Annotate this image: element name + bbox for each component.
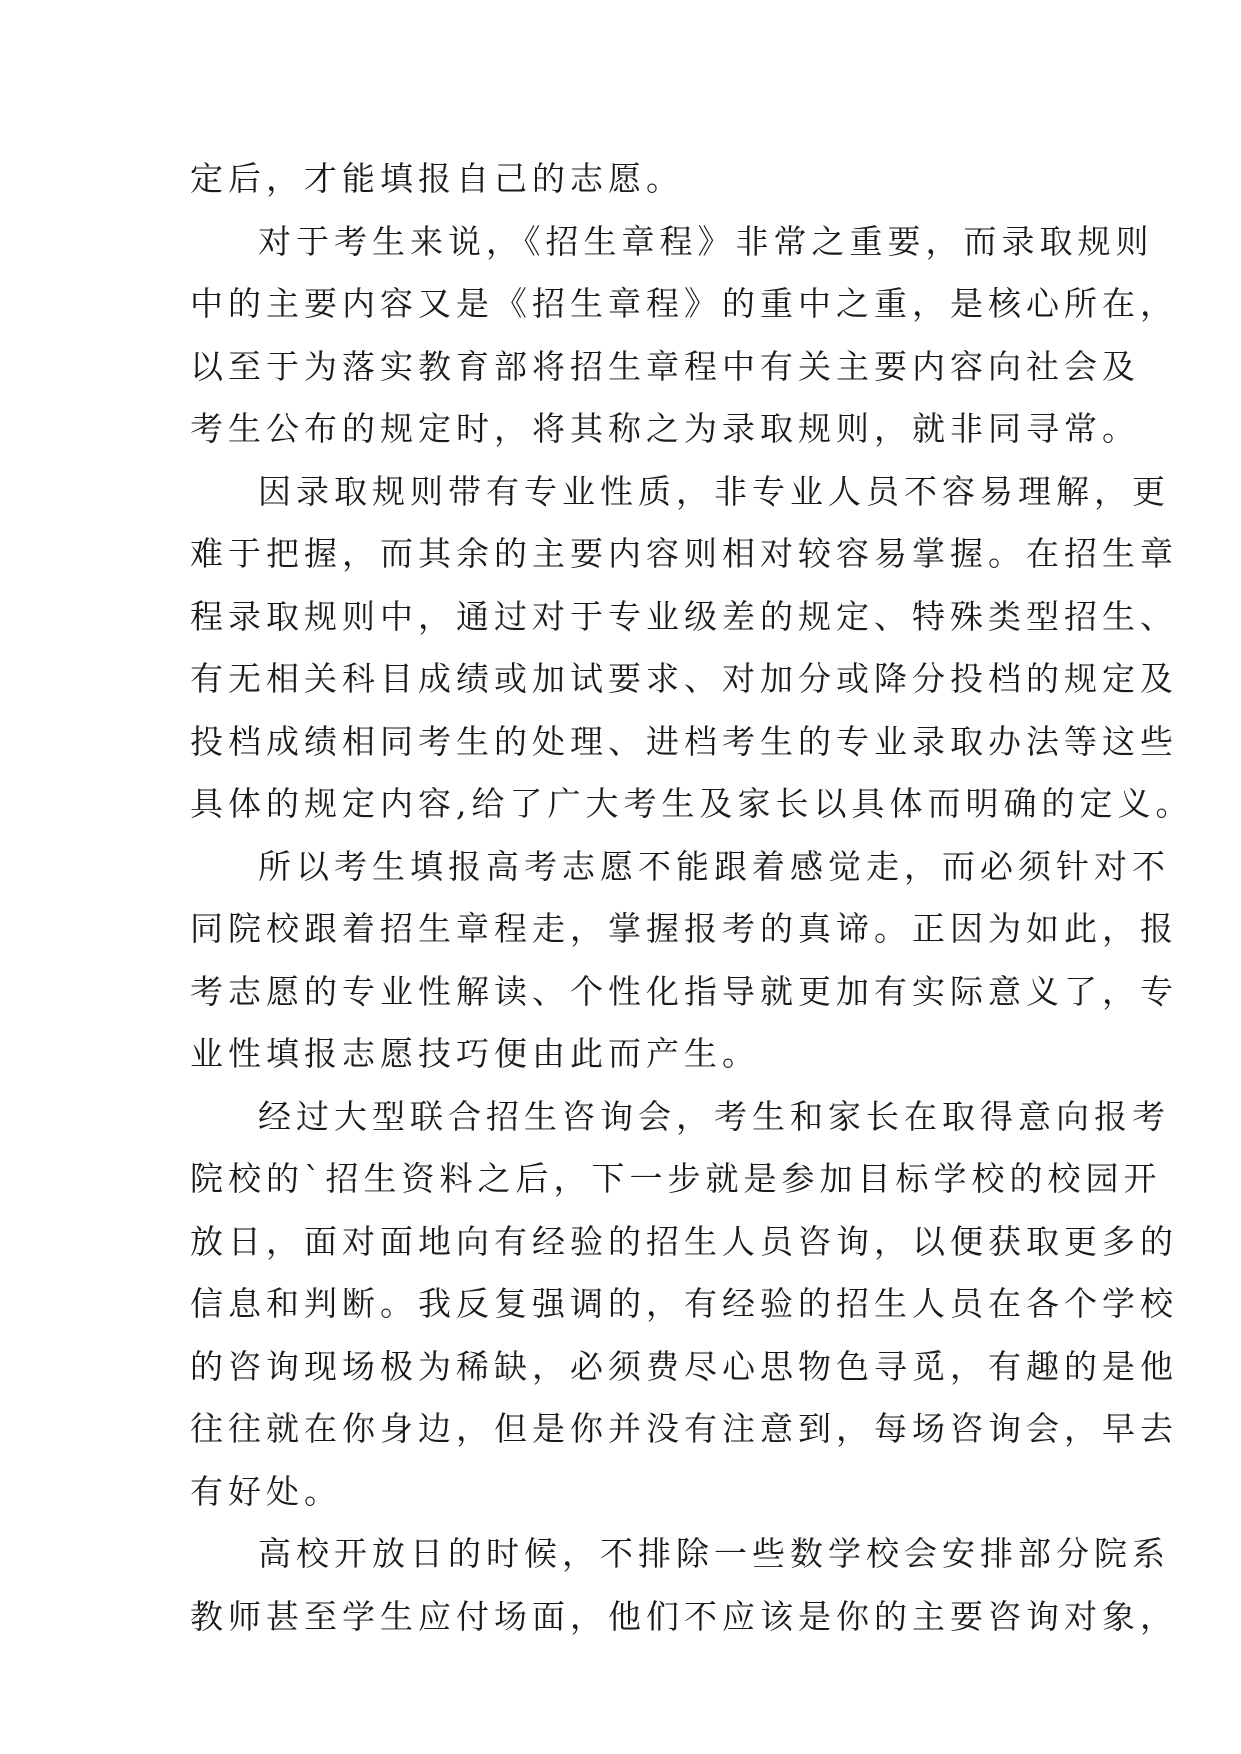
text-line: 考生公布的规定时，将其称之为录取规则，就非同寻常。 <box>190 409 1140 448</box>
paragraph-first-line: 经过大型联合招生咨询会，考生和家长在取得意向报考 <box>258 1096 1170 1136</box>
text-line: 往往就在你身边，但是你并没有注意到，每场咨询会，早去 <box>190 1409 1178 1448</box>
text-line: 同院校跟着招生章程走，掌握报考的真谛。正因为如此，报 <box>190 909 1178 948</box>
text-line: 院校的`招生资料之后，下一步就是参加目标学校的校园开 <box>190 1159 1162 1198</box>
text-line: 的咨询现场极为稀缺，必须费尽心思物色寻觅，有趣的是他 <box>190 1346 1178 1386</box>
text-line: 有无相关科目成绩或加试要求、对加分或降分投档的规定及 <box>190 659 1178 698</box>
text-line: 教师甚至学生应付场面，他们不应该是你的主要咨询对象， <box>190 1596 1178 1636</box>
text-line: 有好处。 <box>190 1471 342 1511</box>
text-line: 投档成绩相同考生的处理、进档考生的专业录取办法等这些 <box>190 721 1178 761</box>
text-line: 具体的规定内容,给了广大考生及家长以具体而明确的定义。 <box>190 784 1194 823</box>
text-line: 考志愿的专业性解读、个性化指导就更加有实际意义了，专 <box>190 971 1178 1011</box>
text-line: 中的主要内容又是《招生章程》的重中之重，是核心所在， <box>190 284 1178 323</box>
text-line: 放日，面对面地向有经验的招生人员咨询，以便获取更多的 <box>190 1221 1178 1261</box>
document-body <box>190 148 1194 1648</box>
text-line: 定后，才能填报自己的志愿。 <box>190 159 684 198</box>
text-line: 难于把握，而其余的主要内容则相对较容易掌握。在招生章 <box>190 534 1178 573</box>
text-line: 业性填报志愿技巧便由此而产生。 <box>190 1034 760 1073</box>
paragraph-first-line: 因录取规则带有专业性质，非专业人员不容易理解，更 <box>258 471 1170 511</box>
paragraph-first-line: 对于考生来说，《招生章程》非常之重要，而录取规则 <box>258 221 1154 261</box>
paragraph-first-line: 高校开放日的时候，不排除一些数学校会安排部分院系 <box>258 1534 1170 1573</box>
text-line: 程录取规则中，通过对于专业级差的规定、特殊类型招生、 <box>190 596 1178 636</box>
paragraph-first-line: 所以考生填报高考志愿不能跟着感觉走，而必须针对不 <box>258 846 1170 886</box>
text-line: 信息和判断。我反复强调的，有经验的招生人员在各个学校 <box>190 1284 1178 1323</box>
text-line: 以至于为落实教育部将招生章程中有关主要内容向社会及 <box>190 346 1140 386</box>
